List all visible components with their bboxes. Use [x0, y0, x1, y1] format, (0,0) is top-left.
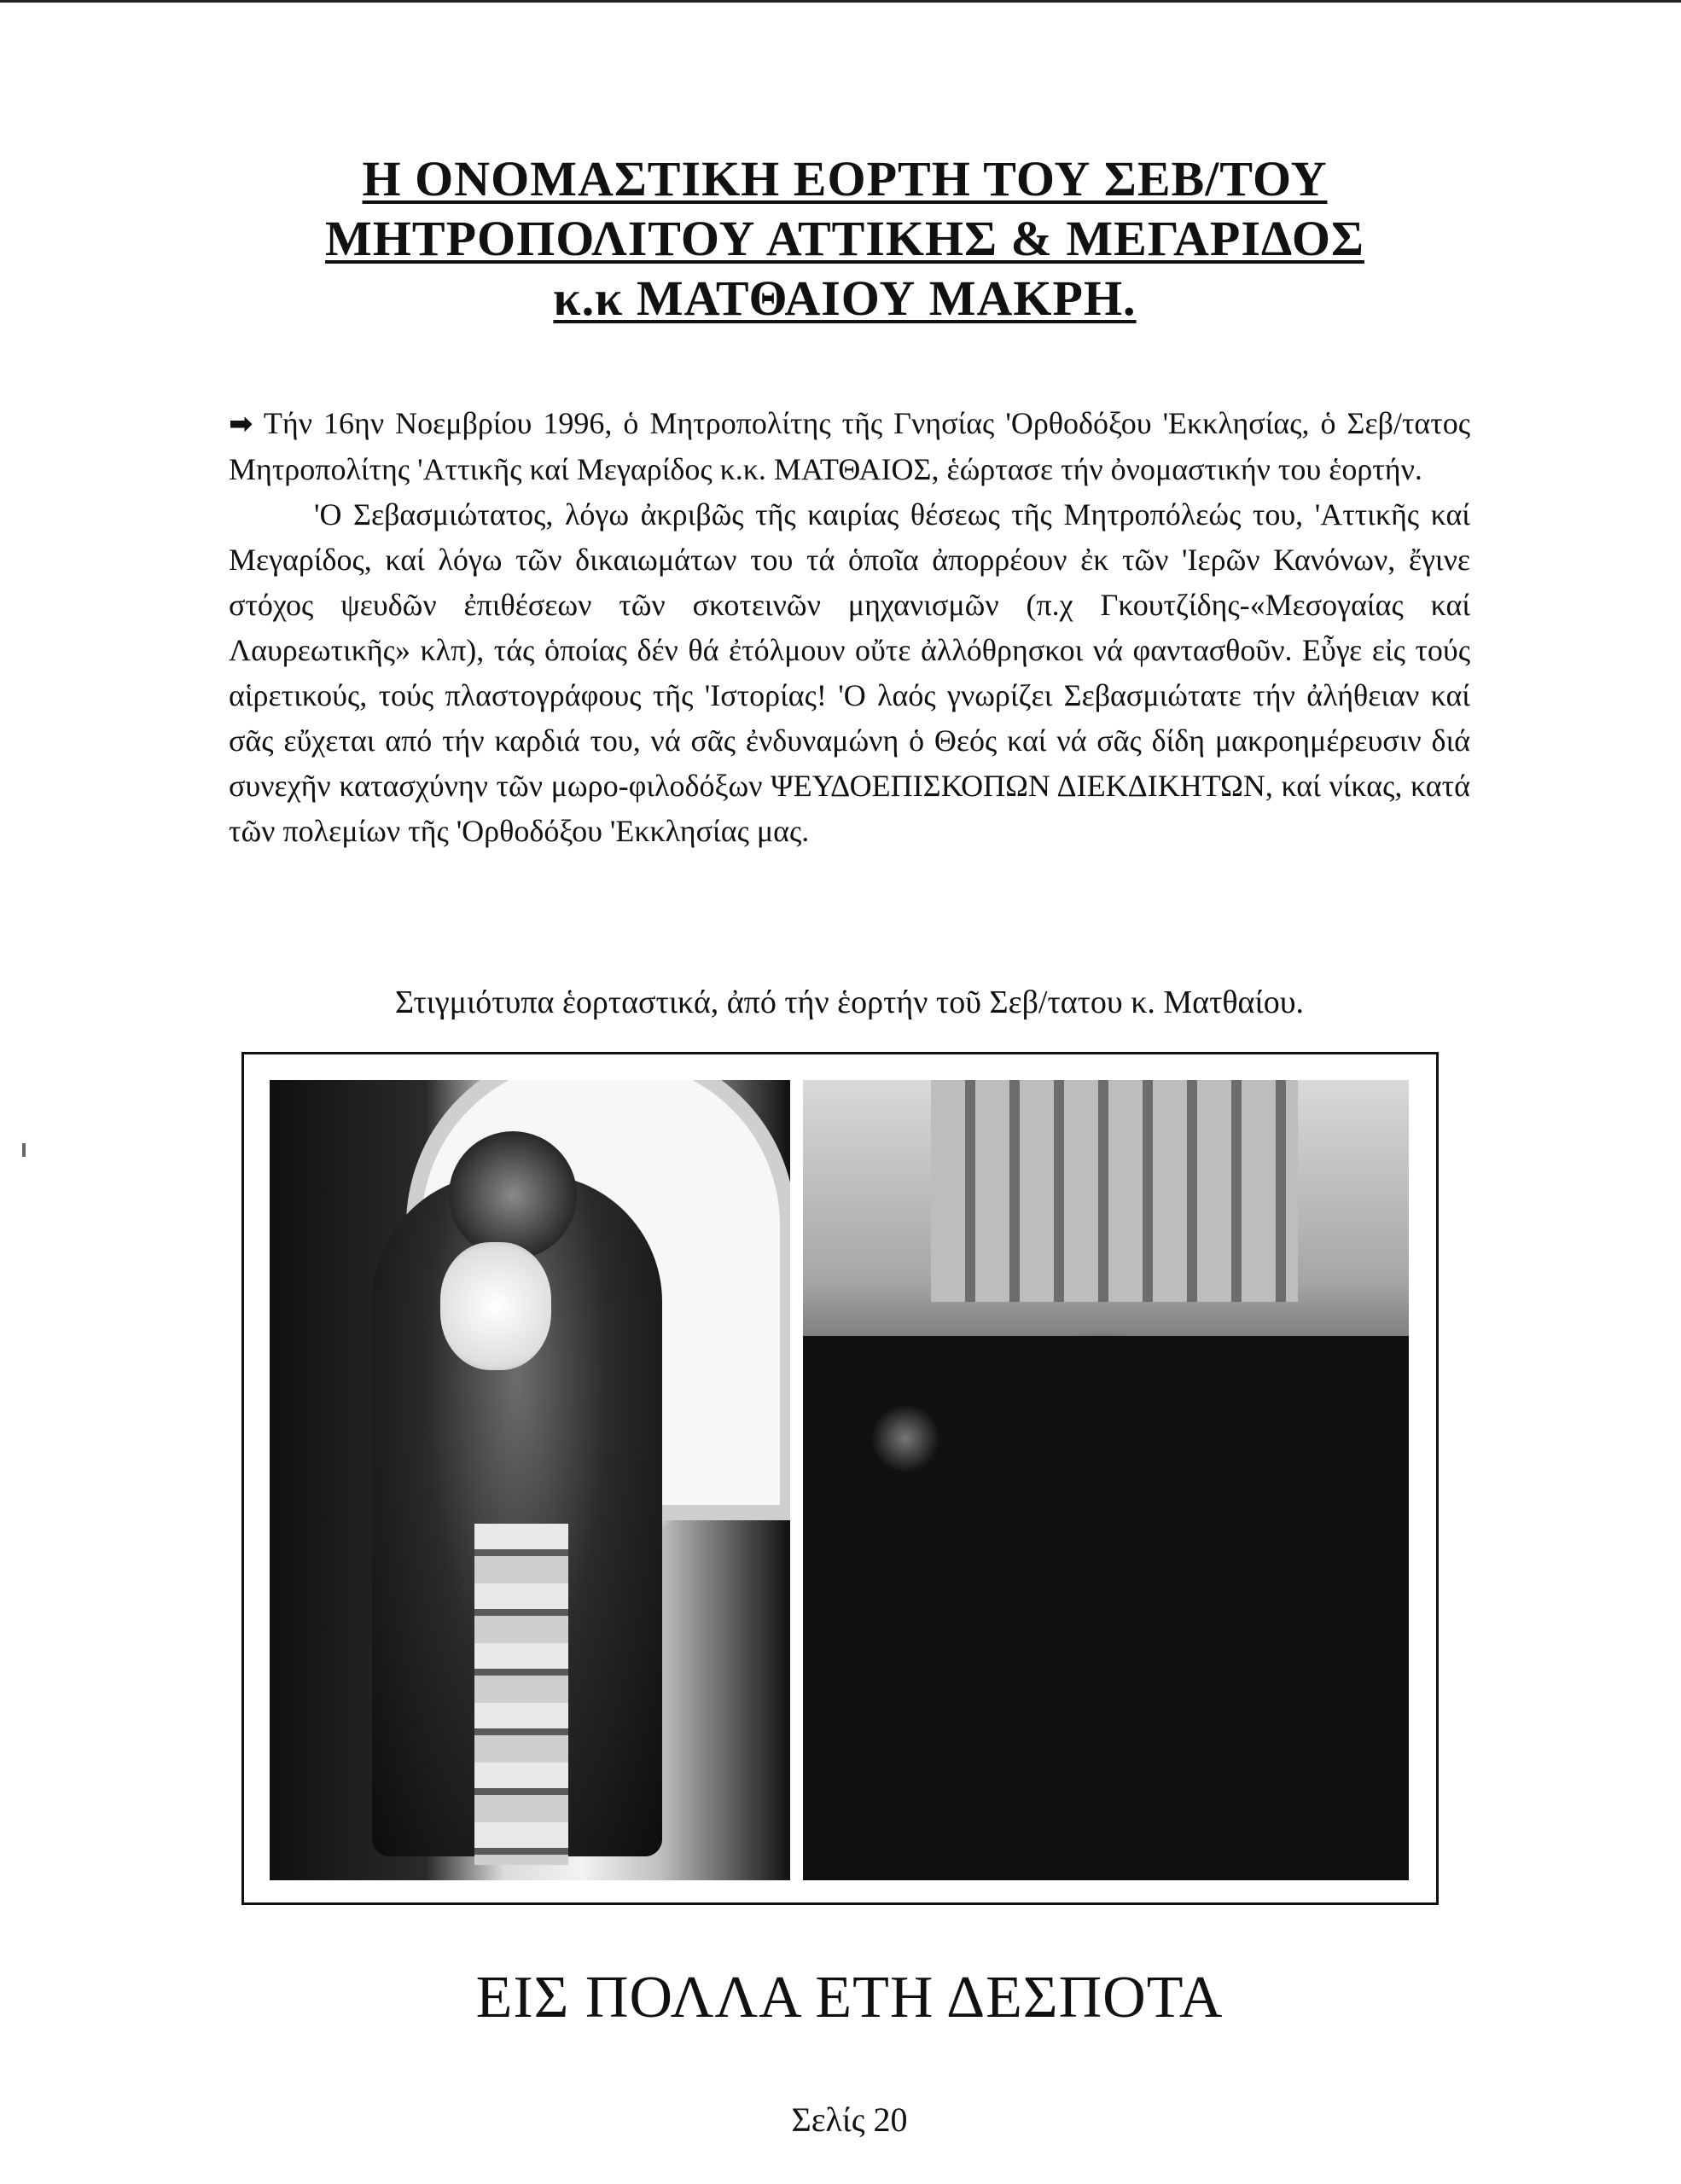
- page-number: Σελίς 20: [791, 2100, 908, 2139]
- photo-caption: Στιγμιότυπα ἑορταστικά, ἀπό τήν ἑορτήν τοῦ Σεβ/τατου κ. Ματθαίου.: [394, 985, 1305, 1020]
- arrow-right-icon: ➡: [229, 407, 253, 441]
- scan-edge-line: [0, 0, 1681, 3]
- scan-mark: [22, 1143, 26, 1157]
- paragraph-1-wrapper: [229, 401, 1470, 492]
- photo-metropolitan-portrait: [270, 1080, 790, 1880]
- photo-stole-shape: [474, 1524, 568, 1865]
- closing-greeting: ΕΙΣ ΠΟΛΛΑ ΕΤΗ ΔΕΣΠΟΤΑ: [475, 1965, 1224, 2030]
- article-body: [229, 401, 1470, 854]
- photo-mitre-shape: [449, 1131, 577, 1259]
- photo-face-shape: [440, 1242, 551, 1370]
- photo-building-facade: [931, 1080, 1298, 1302]
- paragraph-1: Τήν 16ην Νοεμβρίου 1996, ὁ Μητροπολίτης τῆς Γνησίας 'Ορθοδόξου 'Εκκλησίας, ὁ Σεβ/τατος Μητροπολίτης 'Αττικῆς καί Μεγαρίδος κ.κ. ΜΑΤΘΑΙΟΣ, ἑώρτασε τήν ὀνομαστικήν του ἑορτήν.: [229, 406, 1470, 486]
- title-line-3: κ.κ ΜΑΤΘΑΙΟΥ ΜΑΚΡΗ.: [553, 270, 1137, 326]
- article-title: [256, 149, 1434, 328]
- photo-crowd-shape: [803, 1336, 1409, 1880]
- photo-frame: [241, 1052, 1439, 1905]
- title-line-1: Η ΟΝΟΜΑΣΤΙΚΗ ΕΟΡΤΗ ΤΟΥ ΣΕΒ/ΤΟΥ: [362, 151, 1328, 206]
- title-line-2: ΜΗΤΡΟΠΟΛΙΤΟΥ ΑΤΤΙΚΗΣ & ΜΕΓΑΡΙΔΟΣ: [325, 211, 1364, 266]
- paragraph-2: 'Ο Σεβασμιώτατος, λόγω ἀκριβῶς τῆς καιρίας θέσεως τῆς Μητροπόλεώς του, 'Αττικῆς καί Μεγαρίδος, καί λόγω τῶν δικαιωμάτων του τά ὁποῖα ἀπορρέουν ἐκ τῶν 'Ιερῶν Κανόνων, ἔγινε στόχος ψευδῶν ἐπιθέσεων τῶν σκοτεινῶν μηχανισμῶν (π.χ Γκουτζίδης-«Μεσογαίας καί Λαυρεωτικῆς» κλπ), τάς ὁποίας δέν θά ἐτόλμουν οὔτε ἀλλόθρησκοι νά φαντασθοῦν. Εὖγε εἰς τούς αἱρετικούς, τούς πλαστογράφους τῆς 'Ιστορίας! 'Ο λαός γνωρίζει Σεβασμιώτατε τήν ἀλήθειαν καί σᾶς εὔχεται από τήν καρδιά του, νά σᾶς ἐνδυναμώνη ὁ Θεός καί νά σᾶς δίδη μακροημέρευσιν διά συνεχῆν κατασχύνην τῶν μωρο-φιλοδόξων ΨΕΥΔΟΕΠΙΣΚΟΠΩΝ ΔΙΕΚΔΙΚΗΤΩΝ, καί νίκας, κατά τῶν πολεμίων τῆς 'Ορθοδόξου 'Εκκλησίας μας.: [229, 497, 1470, 848]
- photo-procession: [803, 1080, 1409, 1880]
